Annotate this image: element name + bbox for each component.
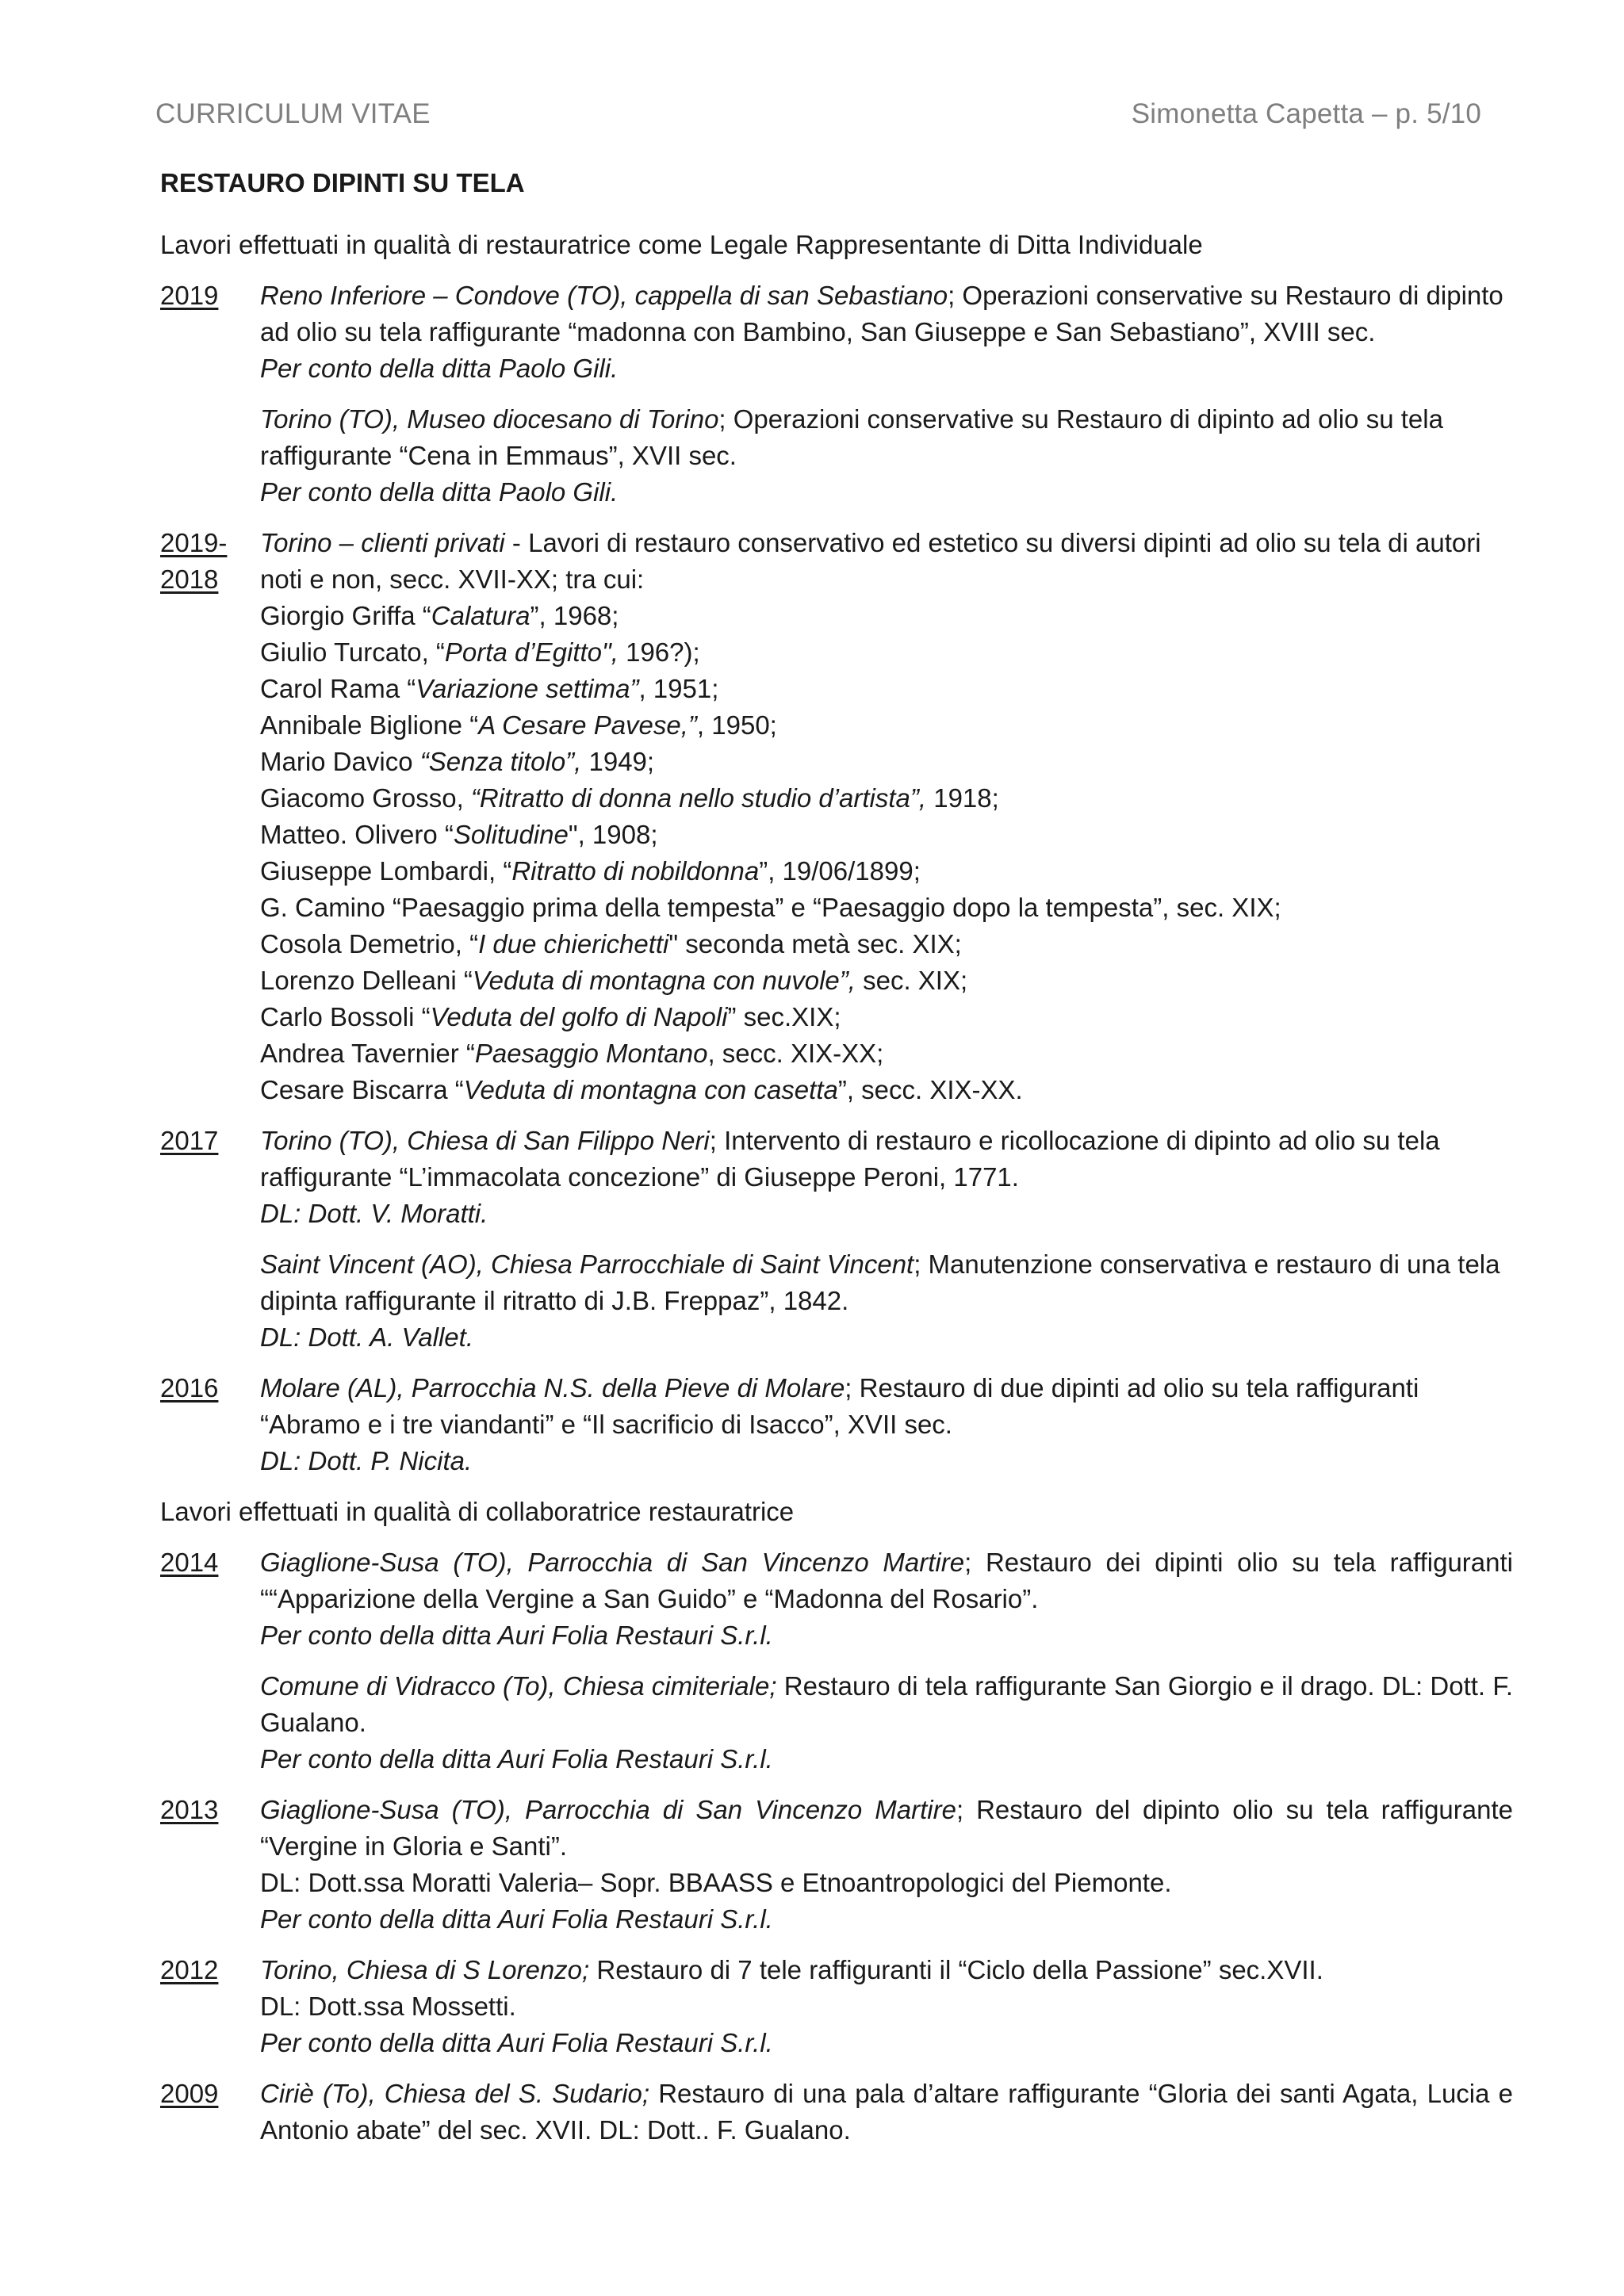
work-item [260, 853, 1513, 890]
entry-year: 2017 [160, 1126, 219, 1155]
item-description: ; Restauro di due dipinti ad olio su tela raffiguranti “Abramo e i tre viandanti” e “Il sacrificio di Isacco”, XVII sec. [260, 1373, 1419, 1439]
entry-item [260, 1123, 1513, 1232]
work-title: “Senza titolo”, [419, 747, 582, 776]
work-item [260, 707, 1513, 744]
entry-item [260, 277, 1513, 387]
work-text: Cosola Demetrio, “ [260, 929, 479, 959]
header-left: CURRICULUM VITAE [155, 98, 431, 129]
entry-item [260, 525, 1513, 1108]
work-text: ”, 1968; [530, 601, 619, 630]
work-title: Solitudine [453, 820, 569, 849]
header-right: Simonetta Capetta – p. 5/10 [1131, 98, 1481, 129]
item-credit: DL: Dott. A. Vallet. [260, 1322, 473, 1352]
entry-items [260, 1544, 1513, 1777]
item-description: - Lavori di restauro conservativo ed estetico su diversi dipinti ad olio su tela di autori noti e non, secc. XVII-XX; tra cui: [260, 528, 1481, 594]
item-location: Torino (TO), Museo diocesano di Torino [260, 404, 719, 434]
entry-item [260, 1952, 1513, 2061]
work-item [260, 817, 1513, 853]
work-title: I due chierichetti [478, 929, 669, 959]
item-description: Restauro di una pala d’altare raffigurante “Gloria dei santi Agata, Lucia e Antonio abate” del sec. XVII. DL: Dott.. F. Gualano. [260, 2079, 1513, 2145]
work-text: ”, secc. XIX-XX. [837, 1075, 1023, 1104]
entry-items [260, 277, 1513, 511]
entry-2013 [160, 1792, 1513, 1938]
work-text: Giuseppe Lombardi, “ [260, 856, 512, 886]
page-header [155, 98, 1481, 130]
work-text: ", 1908; [568, 820, 658, 849]
work-item [260, 962, 1513, 999]
work-title: Ritratto di nobildonna [511, 856, 760, 886]
entry-year: 2014 [160, 1548, 219, 1577]
entry-year-bottom: 2018 [160, 564, 219, 594]
work-item [260, 999, 1513, 1035]
item-description: ; Restauro dei dipinti olio su tela raffiguranti ““Apparizione della Vergine a San Guido” e “Madonna del Rosario”. [260, 1548, 1513, 1613]
entry-2016 [160, 1370, 1513, 1479]
work-title: Paesaggio Montano [474, 1039, 708, 1068]
work-text: ” sec.XIX; [727, 1002, 841, 1031]
entry-2012 [160, 1952, 1513, 2061]
work-text: Andrea Tavernier “ [260, 1039, 475, 1068]
entry-items [260, 2076, 1513, 2149]
work-title: Porta d’Egitto", [444, 637, 619, 667]
entry-2019-2018 [160, 525, 1513, 1108]
work-text: 1918; [926, 783, 999, 813]
work-text: " seconda metà sec. XIX; [668, 929, 962, 959]
entry-item [260, 1668, 1513, 1777]
item-director: DL: Dott.ssa Moratti Valeria– Sopr. BBAASS e Etnoantropologici del Piemonte. [260, 1868, 1172, 1897]
entry-items [260, 1792, 1513, 1938]
item-description: ; Operazioni conservative su Restauro di dipinto ad olio su tela raffigurante “madonna con Bambino, San Giuseppe e San Sebastiano”, XVIII sec. [260, 281, 1503, 346]
work-title: Veduta di montagna con nuvole”, [472, 966, 856, 995]
entry-2009 [160, 2076, 1513, 2149]
work-item [260, 926, 1513, 962]
item-location: Torino – clienti privati [260, 528, 505, 557]
entry-year-top: 2019- [160, 528, 228, 557]
work-text: Mario Davico [260, 747, 420, 776]
entry-items [260, 1370, 1513, 1479]
item-description: ; Operazioni conservative su Restauro di dipinto ad olio su tela raffigurante “Cena in Emmaus”, XVII sec. [260, 404, 1443, 470]
group2-heading: Lavori effettuati in qualità di collaboratrice restauratrice [160, 1497, 795, 1526]
section-title: RESTAURO DIPINTI SU TELA [160, 168, 525, 197]
document-body [160, 165, 1513, 2163]
group1-heading: Lavori effettuati in qualità di restauratrice come Legale Rappresentante di Ditta Individuale [160, 230, 1203, 259]
work-text: Giorgio Griffa “ [260, 601, 431, 630]
work-text: , 1950; [696, 710, 777, 740]
item-location: Giaglione-Susa (TO), Parrocchia di San Vincenzo Martire [260, 1795, 956, 1824]
work-title: Calatura [431, 601, 530, 630]
work-text: 196?); [618, 637, 700, 667]
work-title: Veduta del golfo di Napoli [430, 1002, 728, 1031]
work-item [260, 890, 1513, 926]
item-location: Torino (TO), Chiesa di San Filippo Neri [260, 1126, 710, 1155]
work-item [260, 780, 1513, 817]
work-item [260, 744, 1513, 780]
work-item [260, 1035, 1513, 1072]
item-location: Giaglione-Susa (TO), Parrocchia di San Vincenzo Martire [260, 1548, 965, 1577]
work-text: G. Camino “Paesaggio prima della tempesta” e “Paesaggio dopo la tempesta”, sec. XIX; [260, 893, 1281, 922]
work-title: A Cesare Pavese,” [478, 710, 697, 740]
entry-item [260, 1370, 1513, 1479]
item-location: Torino, Chiesa di S Lorenzo; [260, 1955, 590, 1984]
work-title: Veduta di montagna con casetta [463, 1075, 838, 1104]
item-location: Reno Inferiore – Condove (TO), cappella di san Sebastiano [260, 281, 948, 310]
works-list [260, 598, 1513, 1108]
item-credit: Per conto della ditta Auri Folia Restauri S.r.l. [260, 1904, 773, 1934]
entry-year: 2013 [160, 1795, 219, 1824]
item-director: DL: Dott.ssa Mossetti. [260, 1992, 516, 2021]
work-text: Carlo Bossoli “ [260, 1002, 431, 1031]
entry-item [260, 1246, 1513, 1356]
entry-item [260, 401, 1513, 511]
entry-items [260, 1123, 1513, 1356]
item-location: Comune di Vidracco (To), Chiesa cimiteriale; [260, 1671, 777, 1701]
item-description: Restauro di tela raffigurante San Giorgio e il drago. DL: Dott. F. Gualano. [260, 1671, 1514, 1737]
work-text: , secc. XIX-XX; [707, 1039, 884, 1068]
work-text: Giacomo Grosso, [260, 783, 471, 813]
item-description: ; Manutenzione conservativa e restauro di una tela dipinta raffigurante il ritratto di J.B. Freppaz”, 1842. [260, 1249, 1500, 1315]
work-text: Giulio Turcato, “ [260, 637, 445, 667]
item-location: Molare (AL), Parrocchia N.S. della Pieve di Molare [260, 1373, 845, 1402]
work-text: Carol Rama “ [260, 674, 416, 703]
work-item [260, 598, 1513, 634]
work-text: Annibale Biglione “ [260, 710, 479, 740]
entry-year: 2012 [160, 1955, 219, 1984]
item-location: Ciriè (To), Chiesa del S. Sudario; [260, 2079, 650, 2108]
item-credit: Per conto della ditta Paolo Gili. [260, 354, 619, 383]
item-credit: Per conto della ditta Auri Folia Restauri S.r.l. [260, 2028, 773, 2057]
work-text: Matteo. Olivero “ [260, 820, 454, 849]
entry-year: 2019 [160, 281, 219, 310]
work-text: Lorenzo Delleani “ [260, 966, 473, 995]
entry-item [260, 1544, 1513, 1654]
entry-2017 [160, 1123, 1513, 1356]
work-title: Variazione settima” [416, 674, 639, 703]
work-text: Cesare Biscarra “ [260, 1075, 464, 1104]
work-text: ”, 19/06/1899; [759, 856, 921, 886]
entry-year: 2009 [160, 2079, 219, 2108]
item-location: Saint Vincent (AO), Chiesa Parrocchiale di Saint Vincent [260, 1249, 914, 1279]
entry-2019 [160, 277, 1513, 511]
entry-items [260, 1952, 1513, 2061]
item-credit: DL: Dott. V. Moratti. [260, 1199, 488, 1228]
work-text: sec. XIX; [855, 966, 968, 995]
item-description: Restauro di 7 tele raffiguranti il “Ciclo della Passione” sec.XVII. [589, 1955, 1323, 1984]
entry-item [260, 1792, 1513, 1938]
item-description: ; Restauro del dipinto olio su tela raffigurante “Vergine in Gloria e Santi”. [260, 1795, 1513, 1861]
work-item [260, 1072, 1513, 1108]
entry-year [160, 525, 260, 598]
entry-year: 2016 [160, 1373, 219, 1402]
item-credit: DL: Dott. P. Nicita. [260, 1446, 473, 1475]
work-text: , 1951; [638, 674, 719, 703]
entry-items [260, 525, 1513, 1108]
entry-item [260, 2076, 1513, 2149]
work-item [260, 671, 1513, 707]
item-credit: Per conto della ditta Auri Folia Restauri S.r.l. [260, 1621, 773, 1650]
item-credit: Per conto della ditta Auri Folia Restauri S.r.l. [260, 1744, 773, 1774]
item-description: ; Intervento di restauro e ricollocazione di dipinto ad olio su tela raffigurante “L’immacolata concezione” di Giuseppe Peroni, 1771. [260, 1126, 1440, 1192]
entry-2014 [160, 1544, 1513, 1777]
item-credit: Per conto della ditta Paolo Gili. [260, 477, 619, 507]
work-item [260, 634, 1513, 671]
work-text: 1949; [581, 747, 655, 776]
work-title: “Ritratto di donna nello studio d’artista”, [470, 783, 927, 813]
